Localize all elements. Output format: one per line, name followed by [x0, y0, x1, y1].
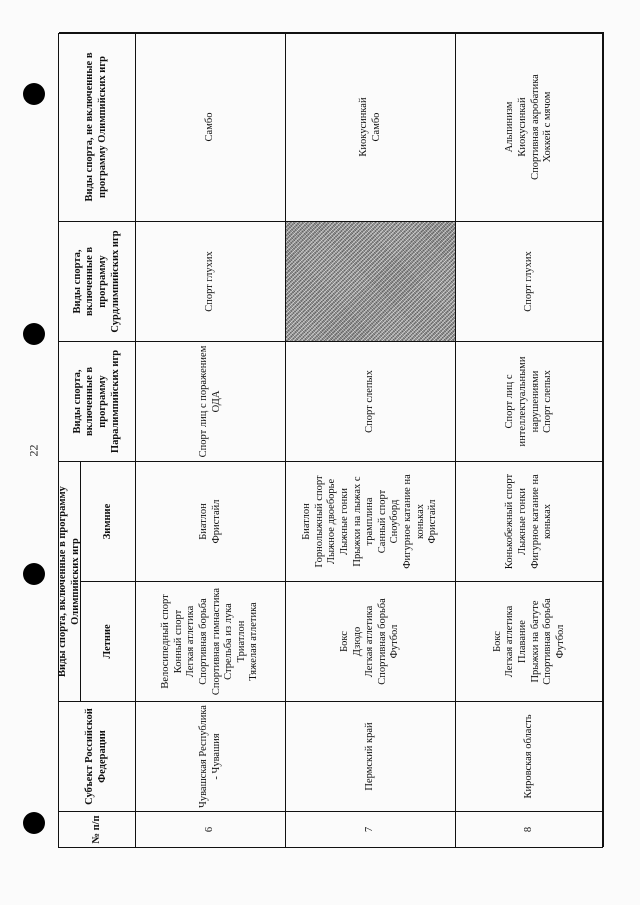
row-8-num: 8	[456, 811, 604, 847]
header-winter: Зимние	[81, 461, 136, 581]
row-8-deaflympic-list	[523, 251, 536, 312]
row-6-subject: Чувашская Республика - Чувашия	[136, 701, 286, 811]
row-8-summer-list	[492, 598, 568, 685]
row-8-winter-item: Лыжные гонки	[516, 487, 528, 556]
row-7-summer-item: Футбол	[389, 624, 401, 659]
row-6-winter-item: Фристайл	[210, 499, 222, 544]
row-8-non-olympic-item: Хоккей с мячом	[542, 91, 554, 163]
row-6-summer-item: Стрельба из лука	[223, 603, 235, 680]
page-number: 22	[26, 444, 41, 457]
header-non-olympic: Виды спорта, не включенные в программу Олимпийских игр	[59, 32, 136, 221]
row-7-non-olympic-item: Самбо	[370, 112, 382, 142]
punch-hole-middle	[23, 323, 45, 345]
row-8-summer-item: Спортивная борьба	[542, 598, 554, 685]
row-6-winter-list	[198, 499, 223, 543]
row-8-paralympic-item: Спорт слепых	[542, 370, 554, 433]
sports-table-wrapper	[58, 33, 603, 848]
row-6-summer-item: Спортивная борьба	[197, 598, 209, 685]
row-7-winter-item: Фигурное катание на коньках	[401, 474, 426, 569]
row-7-summer-list	[339, 598, 402, 685]
row-8-non-olympic-item: Альпинизм	[504, 101, 516, 153]
row-6-paralympic-item: Спорт лиц с поражением ОДА	[197, 345, 222, 458]
row-8-winter-list	[504, 465, 554, 578]
row-8-summer-item: Бокс	[491, 631, 503, 652]
row-8-non-olympic-list	[504, 74, 554, 180]
row-8-winter-item: Конькобежный спорт	[504, 473, 516, 570]
row-6-summer-item: Конный спорт	[172, 609, 184, 674]
row-6-summer-list	[160, 588, 261, 695]
row-7-winter-item: Санный спорт	[376, 489, 388, 554]
row-7-winter-item: Лыжное двоеборье	[326, 478, 338, 565]
row-7-winter-item: Биатлон	[301, 503, 313, 540]
row-6-paralympic	[136, 341, 286, 461]
row-8-paralympic-item: Спорт лиц с интеллектуальными нарушениями	[504, 356, 541, 447]
row-6-winter-item: Биатлон	[197, 503, 209, 540]
row-6-summer-item: Легкая атлетика	[185, 605, 197, 678]
row-6-deaflympic	[136, 221, 286, 341]
row-7-summer-item: Дзюдо	[351, 626, 363, 657]
row-6-winter	[136, 461, 286, 581]
row-7-winter	[286, 461, 456, 581]
row-8-winter	[456, 461, 604, 581]
punch-hole-bottom	[23, 812, 45, 834]
row-7-deaflympic-hatched	[286, 221, 456, 341]
header-summer: Летние	[81, 581, 136, 701]
header-num: № п/п	[59, 811, 136, 847]
row-7-num: 7	[286, 811, 456, 847]
row-8-non-olympic	[456, 32, 604, 221]
row-8-non-olympic-item: Спортивная акробатика	[529, 74, 541, 180]
row-8-winter-item: Фигурное катание на коньках	[529, 474, 554, 569]
row-7-winter-list	[301, 465, 440, 578]
row-7-summer-item: Бокс	[339, 631, 351, 652]
header-subject: Субъект Российской Федерации	[59, 701, 136, 811]
row-6-summer-item: Тяжелая атлетика	[248, 602, 260, 681]
row-6-deaflympic-item: Спорт глухих	[204, 251, 216, 312]
row-7-non-olympic-item: Киокусинкай	[357, 97, 369, 157]
row-8-summer-item: Прыжки на батуте	[529, 600, 541, 683]
row-8-summer	[456, 581, 604, 701]
row-6-non-olympic-list	[204, 113, 217, 142]
row-6-summer-item: Спортивная гимнастика	[210, 587, 222, 696]
row-7-non-olympic-list	[358, 97, 383, 156]
row-7-non-olympic	[286, 32, 456, 221]
row-7-winter-item: Сноуборд	[389, 499, 401, 544]
row-7-paralympic-list	[364, 370, 377, 433]
row-6-paralympic-list	[198, 345, 223, 458]
row-7-winter-item: Прыжки на лыжах с трамплина	[351, 476, 376, 567]
row-7-paralympic	[286, 341, 456, 461]
header-deaflympic: Виды спорта, включенные в программу Сурдлимпийских игр	[59, 221, 136, 341]
row-8-subject: Кировская область	[456, 701, 604, 811]
row-6-summer-item: Триатлон	[235, 620, 247, 663]
row-7-subject: Пермский край	[286, 701, 456, 811]
row-6-non-olympic-item: Самбо	[204, 112, 216, 142]
punch-hole-lower	[23, 563, 45, 585]
header-paralympic: Виды спорта, включенные в программу Паралимпийских игр	[59, 341, 136, 461]
row-6-num: 6	[136, 811, 286, 847]
row-8-summer-item: Футбол	[554, 624, 566, 659]
row-8-deaflympic-item: Спорт глухих	[523, 251, 535, 312]
row-7-summer-item: Спортивная борьба	[376, 598, 388, 685]
row-8-non-olympic-item: Киокусинкай	[516, 97, 528, 157]
punch-hole-top	[23, 83, 45, 105]
row-8-summer-item: Плавание	[516, 620, 528, 663]
row-7-winter-item: Лыжные гонки	[339, 487, 351, 556]
row-6-deaflympic-list	[204, 251, 217, 312]
row-7-summer	[286, 581, 456, 701]
row-8-paralympic	[456, 341, 604, 461]
header-olympic-group: Виды спорта, включенные в программу Олимпийских игр	[59, 461, 81, 701]
row-7-winter-item: Горнолыжный спорт	[313, 475, 325, 568]
row-6-non-olympic	[136, 32, 286, 221]
row-7-summer-item: Легкая атлетика	[364, 605, 376, 678]
row-6-summer-item: Велосипедный спорт	[160, 594, 172, 689]
row-7-winter-item: Фристайл	[427, 499, 439, 544]
row-8-deaflympic	[456, 221, 604, 341]
sports-table	[58, 33, 603, 848]
row-7-paralympic-item: Спорт слепых	[364, 370, 376, 433]
row-6-summer	[136, 581, 286, 701]
row-8-summer-item: Легкая атлетика	[504, 605, 516, 678]
row-8-paralympic-list	[504, 345, 554, 458]
